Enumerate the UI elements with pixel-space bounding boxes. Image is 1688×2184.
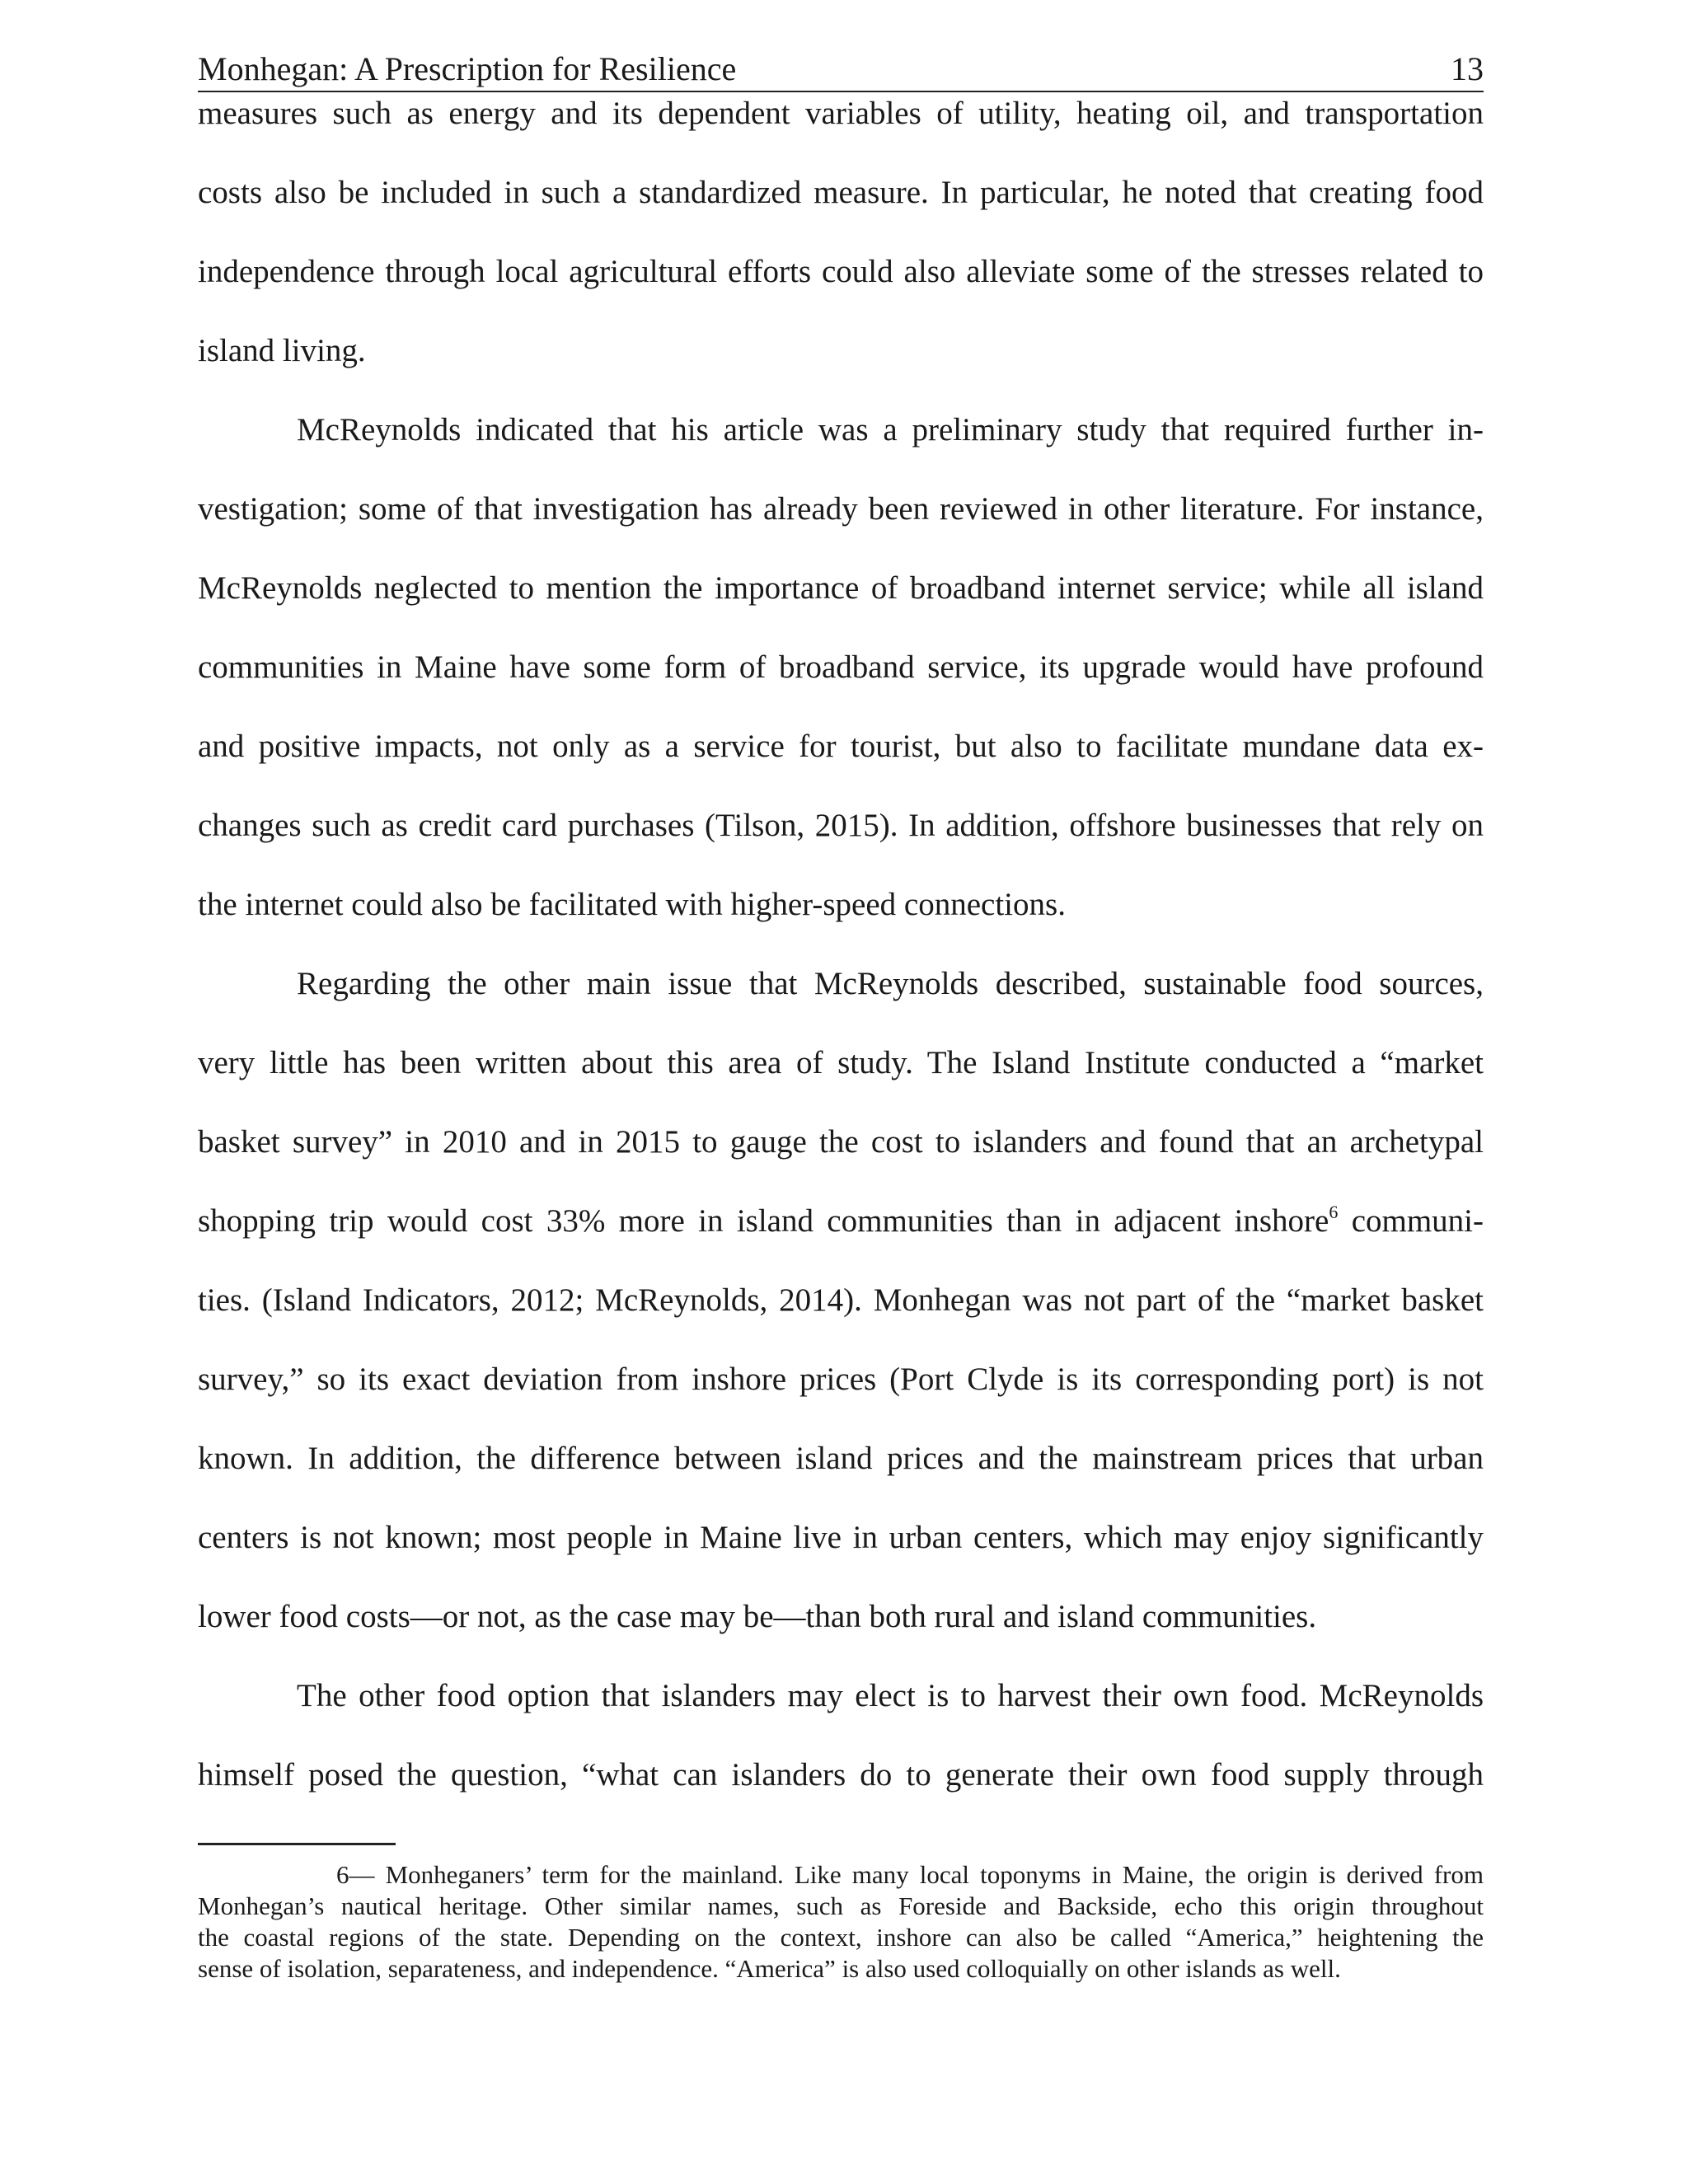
body-line: known. In addition, the difference between island prices and the mainstream prices that urban bbox=[198, 1441, 1484, 1476]
body-line: changes such as credit card purchases (Tilson, 2015). In addition, offshore businesses that rely on bbox=[198, 808, 1484, 843]
body-line-text: communi- bbox=[1351, 1203, 1484, 1239]
body-line: island living. bbox=[198, 333, 366, 368]
body-line: very little has been written about this area of study. The Island Institute conducted a “market bbox=[198, 1045, 1484, 1080]
footnote-reference[interactable]: 6 bbox=[1329, 1202, 1339, 1222]
body-line: centers is not known; most people in Maine live in urban centers, which may enjoy significantly bbox=[198, 1520, 1484, 1555]
footnote-line: 6— Monheganers’ term for the mainland. Like many local toponyms in Maine, the origin is derived from bbox=[336, 1860, 1484, 1889]
footnote-separator bbox=[198, 1843, 396, 1845]
body-line: measures such as energy and its dependent variables of utility, heating oil, and transportation bbox=[198, 96, 1484, 131]
page-number: 13 bbox=[1451, 50, 1484, 87]
body-line: communities in Maine have some form of broadband service, its upgrade would have profound bbox=[198, 649, 1484, 685]
body-line: the internet could also be facilitated with higher-speed connections. bbox=[198, 887, 1066, 922]
body-line-text: shopping trip would cost 33% more in island communities than in adjacent inshore bbox=[198, 1203, 1329, 1239]
body-line: McReynolds indicated that his article was a preliminary study that required further in- bbox=[297, 412, 1484, 448]
body-line: costs also be included in such a standardized measure. In particular, he noted that creating food bbox=[198, 175, 1484, 210]
footnote-line: the coastal regions of the state. Depending on the context, inshore can also be called “America,” heightening the bbox=[198, 1923, 1484, 1952]
footnote-line: Monhegan’s nautical heritage. Other similar names, such as Foreside and Backside, echo this origin throughout bbox=[198, 1891, 1484, 1920]
body-line: McReynolds neglected to mention the importance of broadband internet service; while all island bbox=[198, 570, 1484, 606]
running-title: Monhegan: A Prescription for Resilience bbox=[198, 50, 737, 87]
body-line: himself posed the question, “what can islanders do to generate their own food supply through bbox=[198, 1757, 1484, 1793]
body-line: Regarding the other main issue that McReynolds described, sustainable food sources, bbox=[297, 966, 1484, 1001]
body-line: vestigation; some of that investigation has already been reviewed in other literature. For instance, bbox=[198, 491, 1484, 527]
body-line: survey,” so its exact deviation from inshore prices (Port Clyde is its corresponding port) is not bbox=[198, 1361, 1484, 1397]
body-line-with-footnote bbox=[198, 1201, 1484, 1242]
body-line: The other food option that islanders may elect is to harvest their own food. McReynolds bbox=[297, 1678, 1484, 1713]
body-line: basket survey” in 2010 and in 2015 to gauge the cost to islanders and found that an archetypal bbox=[198, 1124, 1484, 1160]
running-header bbox=[198, 48, 1484, 92]
body-line: and positive impacts, not only as a service for tourist, but also to facilitate mundane data ex- bbox=[198, 729, 1484, 764]
body-line: lower food costs—or not, as the case may be—than both rural and island communities. bbox=[198, 1599, 1317, 1634]
body-line: ties. (Island Indicators, 2012; McReynolds, 2014). Monhegan was not part of the “market basket bbox=[198, 1282, 1484, 1318]
footnote-line: sense of isolation, separateness, and independence. “America” is also used colloquially on other islands as well. bbox=[198, 1954, 1341, 1983]
body-line: independence through local agricultural efforts could also alleviate some of the stresses related to bbox=[198, 254, 1484, 289]
